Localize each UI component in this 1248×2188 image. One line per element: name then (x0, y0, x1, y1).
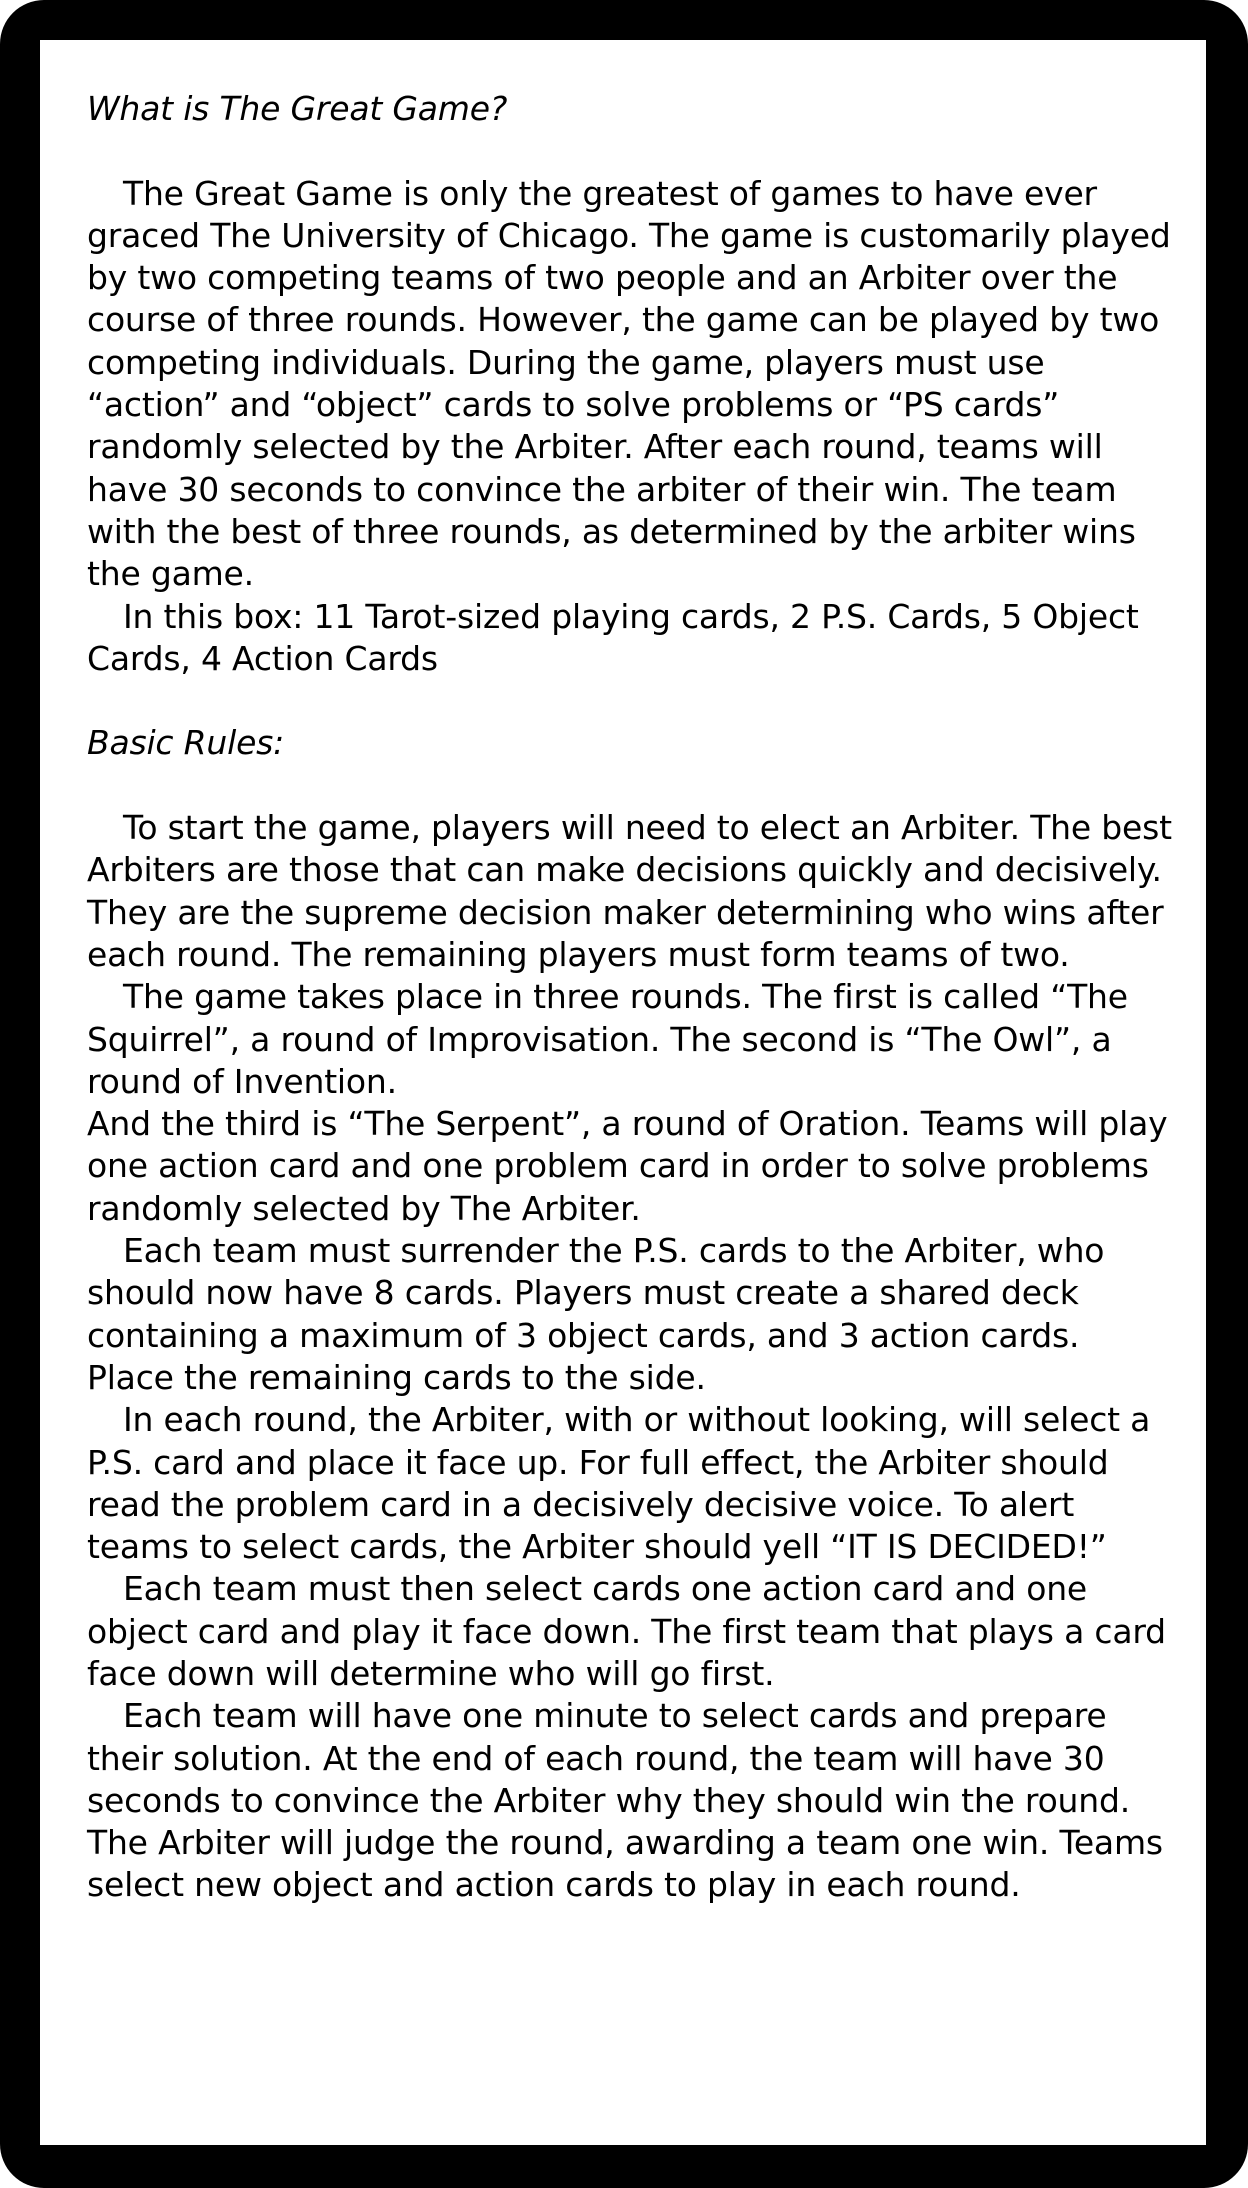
rules-paragraph-selection: In each round, the Arbiter, with or without looking, will select a P.S. card and place it face up. For full effect, the Arbiter should read the problem card in a decisively decisive voice. To alert teams to select cards, the Arbiter should yell “IT IS DECIDED!” (87, 1400, 1151, 1567)
rules-paragraph-deck: Each team must surrender the P.S. cards to the Arbiter, who should now have 8 cards. Players must create a shared deck containing a maximum of 3 object cards, and 3 action cards. Place the remaining cards to the side. (87, 1231, 1105, 1397)
spacer (87, 765, 1172, 807)
spacer (87, 130, 1172, 172)
box-contents-paragraph: In this box: 11 Tarot-sized playing cards, 2 P.S. Cards, 5 Object Cards, 4 Action Cards (87, 596, 1139, 678)
rules-paragraph-serpent: And the third is “The Serpent”, a round of Oration. Teams will play one action card and one problem card in order to solve problems randomly selected by The Arbiter. (87, 1104, 1168, 1228)
rules-paragraph-arbiter: To start the game, players will need to elect an Arbiter. The best Arbiters are those that can make decisions quickly and decisively. They are the supreme decision maker determining who wins after each round. The remaining players must form teams of two. (87, 808, 1172, 974)
intro-heading: What is The Great Game? (87, 89, 508, 128)
rules-paragraph-judging: Each team will have one minute to select cards and prepare their solution. At the end of each round, the team will have 30 seconds to convince the Arbiter why they should win the round. The Arbiter will judge the round, awarding a team one win. Teams select new object and action cards to play in each round. (87, 1696, 1163, 1905)
rules-paragraph-rounds: The game takes place in three rounds. The first is called “The Squirrel”, a round of Improvisation. The second is “The Owl”, a round of Invention. (87, 977, 1128, 1101)
rules-text (87, 88, 1172, 1907)
spacer (87, 680, 1172, 722)
rules-heading: Basic Rules: (87, 723, 285, 763)
rules-paragraph-play: Each team must then select cards one action card and one object card and play it face down. The first team that plays a card face down will determine who will go first. (87, 1569, 1166, 1693)
intro-paragraph: The Great Game is only the greatest of games to have ever graced The University of Chicago. The game is customarily played by two competing teams of two people and an Arbiter over the course of three rounds. However, the game can be played by two competing individuals. During the game, players must use “action” and “object” cards to solve problems or “PS cards” randomly selected by the Arbiter. After each round, teams will have 30 seconds to convince the arbiter of their win. The team with the best of three rounds, as determined by the arbiter wins the game. (87, 173, 1171, 594)
